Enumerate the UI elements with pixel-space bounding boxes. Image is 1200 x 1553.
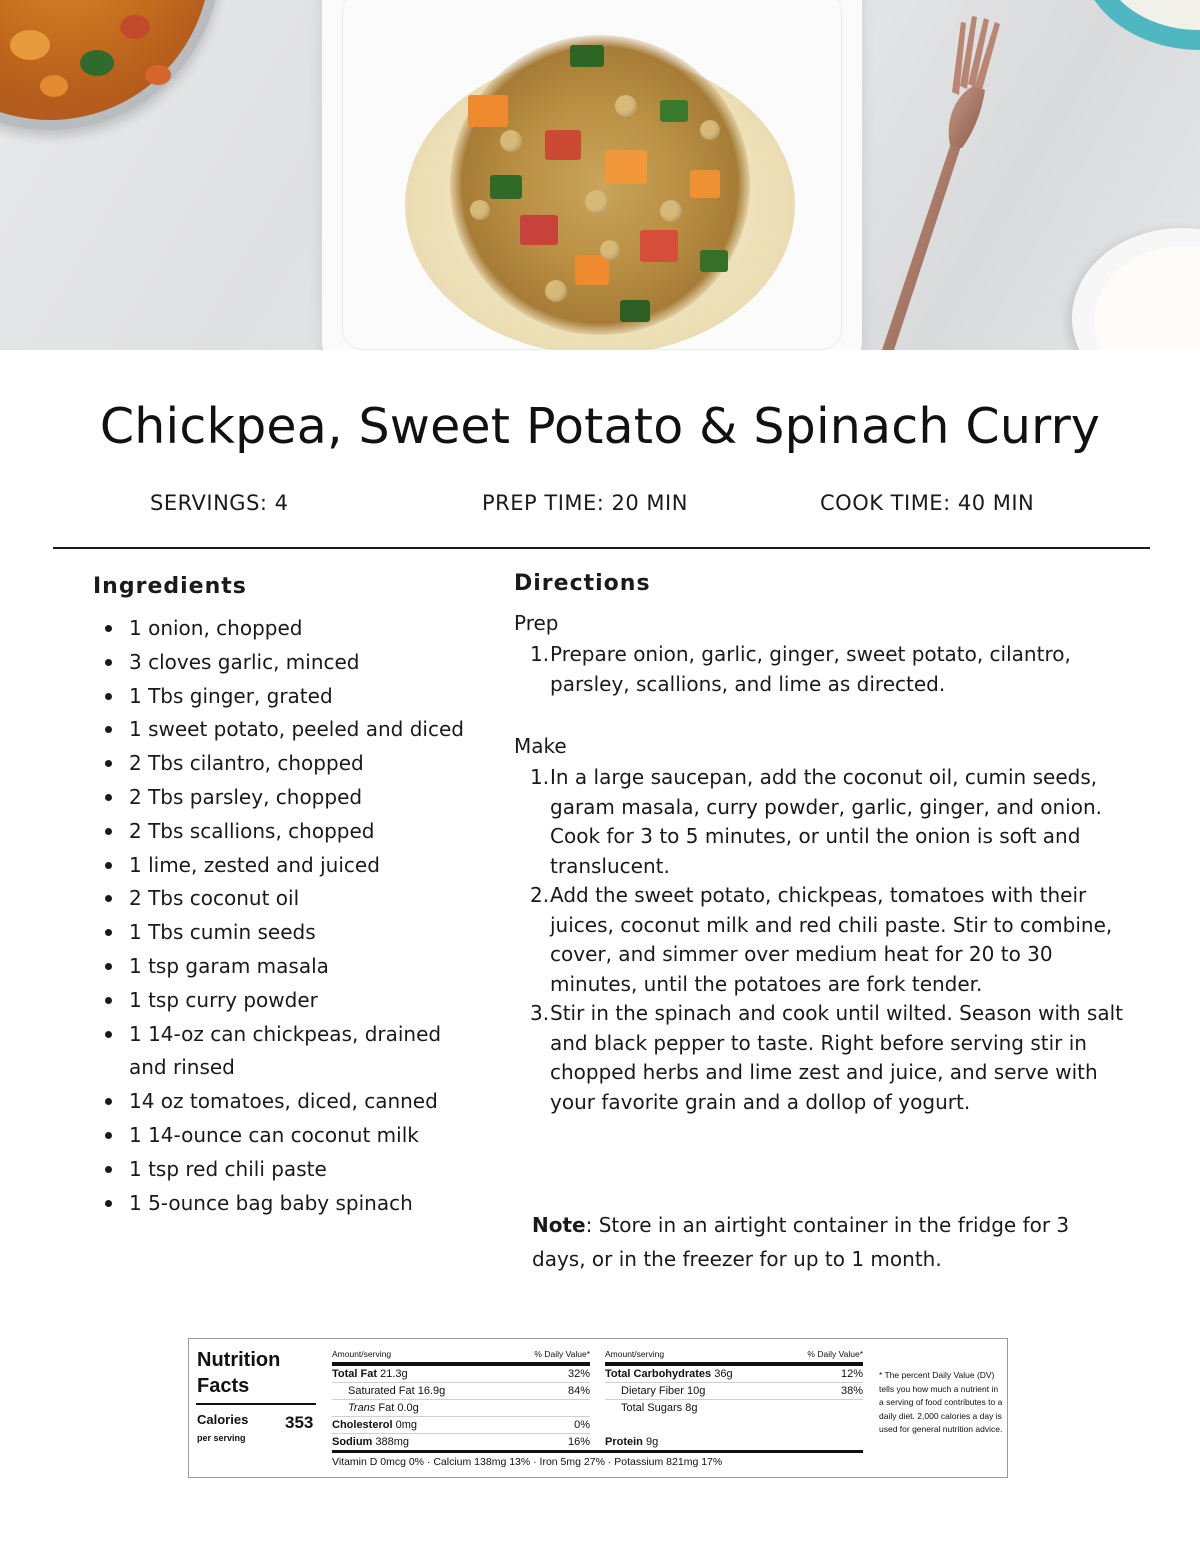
step-number: 1. <box>530 642 550 666</box>
directions-heading: Directions <box>514 571 651 596</box>
nutrition-column-header <box>332 1349 590 1361</box>
ingredient-item: 1 Tbs cumin seeds <box>105 916 465 950</box>
note-label: Note <box>532 1213 586 1237</box>
nutrition-title-line2: Facts <box>197 1375 250 1397</box>
make-step <box>530 881 1130 999</box>
nutrient-row: Sodium 388mg 16% <box>332 1436 590 1448</box>
nutrient-row: Total Sugars 8g <box>621 1402 698 1414</box>
ingredient-item: 1 14-ounce can coconut milk <box>105 1119 465 1153</box>
prep-time: PREP TIME: 20 MIN <box>482 491 688 515</box>
ingredient-item: 1 Tbs ginger, grated <box>105 680 465 714</box>
ingredient-item: 1 onion, chopped <box>105 612 465 646</box>
ingredient-item: 1 sweet potato, peeled and diced <box>105 713 465 747</box>
nutrition-divider <box>332 1450 863 1453</box>
note-text: : Store in an airtight container in the fridge for 3 days, or in the freezer for up to 1 month. <box>532 1213 1070 1271</box>
make-step <box>530 763 1130 881</box>
calories-value: 353 <box>285 1413 314 1432</box>
ingredients-list <box>105 612 465 1220</box>
nutrient-row <box>605 1417 863 1434</box>
storage-note <box>532 1209 1112 1276</box>
amount-header: Amount/serving <box>605 1349 665 1359</box>
step-text: Stir in the spinach and cook until wilted. Season with salt and black pepper to taste. Right before serving stir in chopped herbs and lime zest and juice, and serve with your favorite grain and a dollop of yogurt. <box>550 1001 1123 1114</box>
ingredient-item: 2 Tbs coconut oil <box>105 882 465 916</box>
recipe-title: Chickpea, Sweet Potato & Spinach Curry <box>99 398 1101 455</box>
nutrient-row: Cholesterol 0mg 0% <box>332 1417 590 1434</box>
nutrition-facts-panel <box>188 1338 1008 1478</box>
nutrition-column-header <box>605 1349 863 1361</box>
prep-subheading: Prep <box>514 611 559 635</box>
ingredient-item: 1 5-ounce bag baby spinach <box>105 1187 465 1221</box>
vitamins-minerals: Vitamin D 0mcg 0% · Calcium 138mg 13% · Iron 5mg 27% · Potassium 821mg 17% <box>332 1456 723 1468</box>
step-number: 1. <box>530 765 550 789</box>
ingredient-item: 1 tsp red chili paste <box>105 1153 465 1187</box>
nutrient-row: Trans Fat 0.0g <box>332 1400 590 1417</box>
recipe-hero-photo <box>0 0 1200 350</box>
nutrient-row: Total Carbohydrates 36g 12% <box>605 1366 863 1383</box>
nutrition-title <box>197 1347 280 1399</box>
nutrient-row: Saturated Fat 16.9g 84% <box>332 1383 590 1400</box>
daily-value-footnote: * The percent Daily Value (DV) tells you how much a nutrient in a serving of food contributes to a daily diet. 2,000 calories a day is used for general nutrition advice. <box>879 1370 1003 1435</box>
make-steps-list <box>530 763 1130 1117</box>
ingredient-item: 1 tsp garam masala <box>105 950 465 984</box>
nutrition-column-left <box>332 1349 590 1451</box>
make-step <box>530 999 1130 1117</box>
ingredient-item: 1 14-oz can chickpeas, drained and rinsed <box>105 1018 465 1086</box>
amount-header: Amount/serving <box>332 1349 392 1359</box>
step-number: 3. <box>530 1001 550 1025</box>
header-divider <box>53 547 1150 549</box>
calories-per-serving: per serving <box>197 1433 246 1443</box>
nutrient-row: Total Fat 21.3g 32% <box>332 1366 590 1383</box>
ingredient-item: 14 oz tomatoes, diced, canned <box>105 1085 465 1119</box>
daily-value-header: % Daily Value* <box>534 1349 590 1359</box>
calories-label: Calories <box>197 1412 249 1427</box>
prep-steps-list <box>530 640 1130 699</box>
servings: SERVINGS: 4 <box>150 491 289 515</box>
ingredient-item: 1 tsp curry powder <box>105 984 465 1018</box>
ingredient-item: 2 Tbs scallions, chopped <box>105 815 465 849</box>
nutrition-divider <box>196 1403 316 1405</box>
cook-time: COOK TIME: 40 MIN <box>820 491 1035 515</box>
prep-step <box>530 640 1130 699</box>
nutrient-row: Protein 9g <box>605 1436 659 1448</box>
step-number: 2. <box>530 883 550 907</box>
daily-value-header: % Daily Value* <box>807 1349 863 1359</box>
ingredient-item: 1 lime, zested and juiced <box>105 849 465 883</box>
nutrition-column-right <box>605 1349 863 1451</box>
ingredient-item: 2 Tbs cilantro, chopped <box>105 747 465 781</box>
nutrient-row: Dietary Fiber 10g 38% <box>605 1383 863 1400</box>
step-text: Add the sweet potato, chickpeas, tomatoes with their juices, coconut milk and red chili paste. Stir to combine, cover, and simmer over medium heat for 20 to 30 minutes, until the potatoes are fork tender. <box>550 883 1113 996</box>
step-text: In a large saucepan, add the coconut oil, cumin seeds, garam masala, curry powder, garlic, ginger, and onion. Cook for 3 to 5 minutes, or until the onion is soft and translucent. <box>550 765 1102 878</box>
step-text: Prepare onion, garlic, ginger, sweet potato, cilantro, parsley, scallions, and lime as directed. <box>550 642 1071 696</box>
ingredient-item: 3 cloves garlic, minced <box>105 646 465 680</box>
fork-icon <box>0 0 1200 350</box>
ingredients-heading: Ingredients <box>93 574 247 599</box>
make-subheading: Make <box>514 734 567 758</box>
nutrition-title-line1: Nutrition <box>197 1349 281 1371</box>
ingredient-item: 2 Tbs parsley, chopped <box>105 781 465 815</box>
